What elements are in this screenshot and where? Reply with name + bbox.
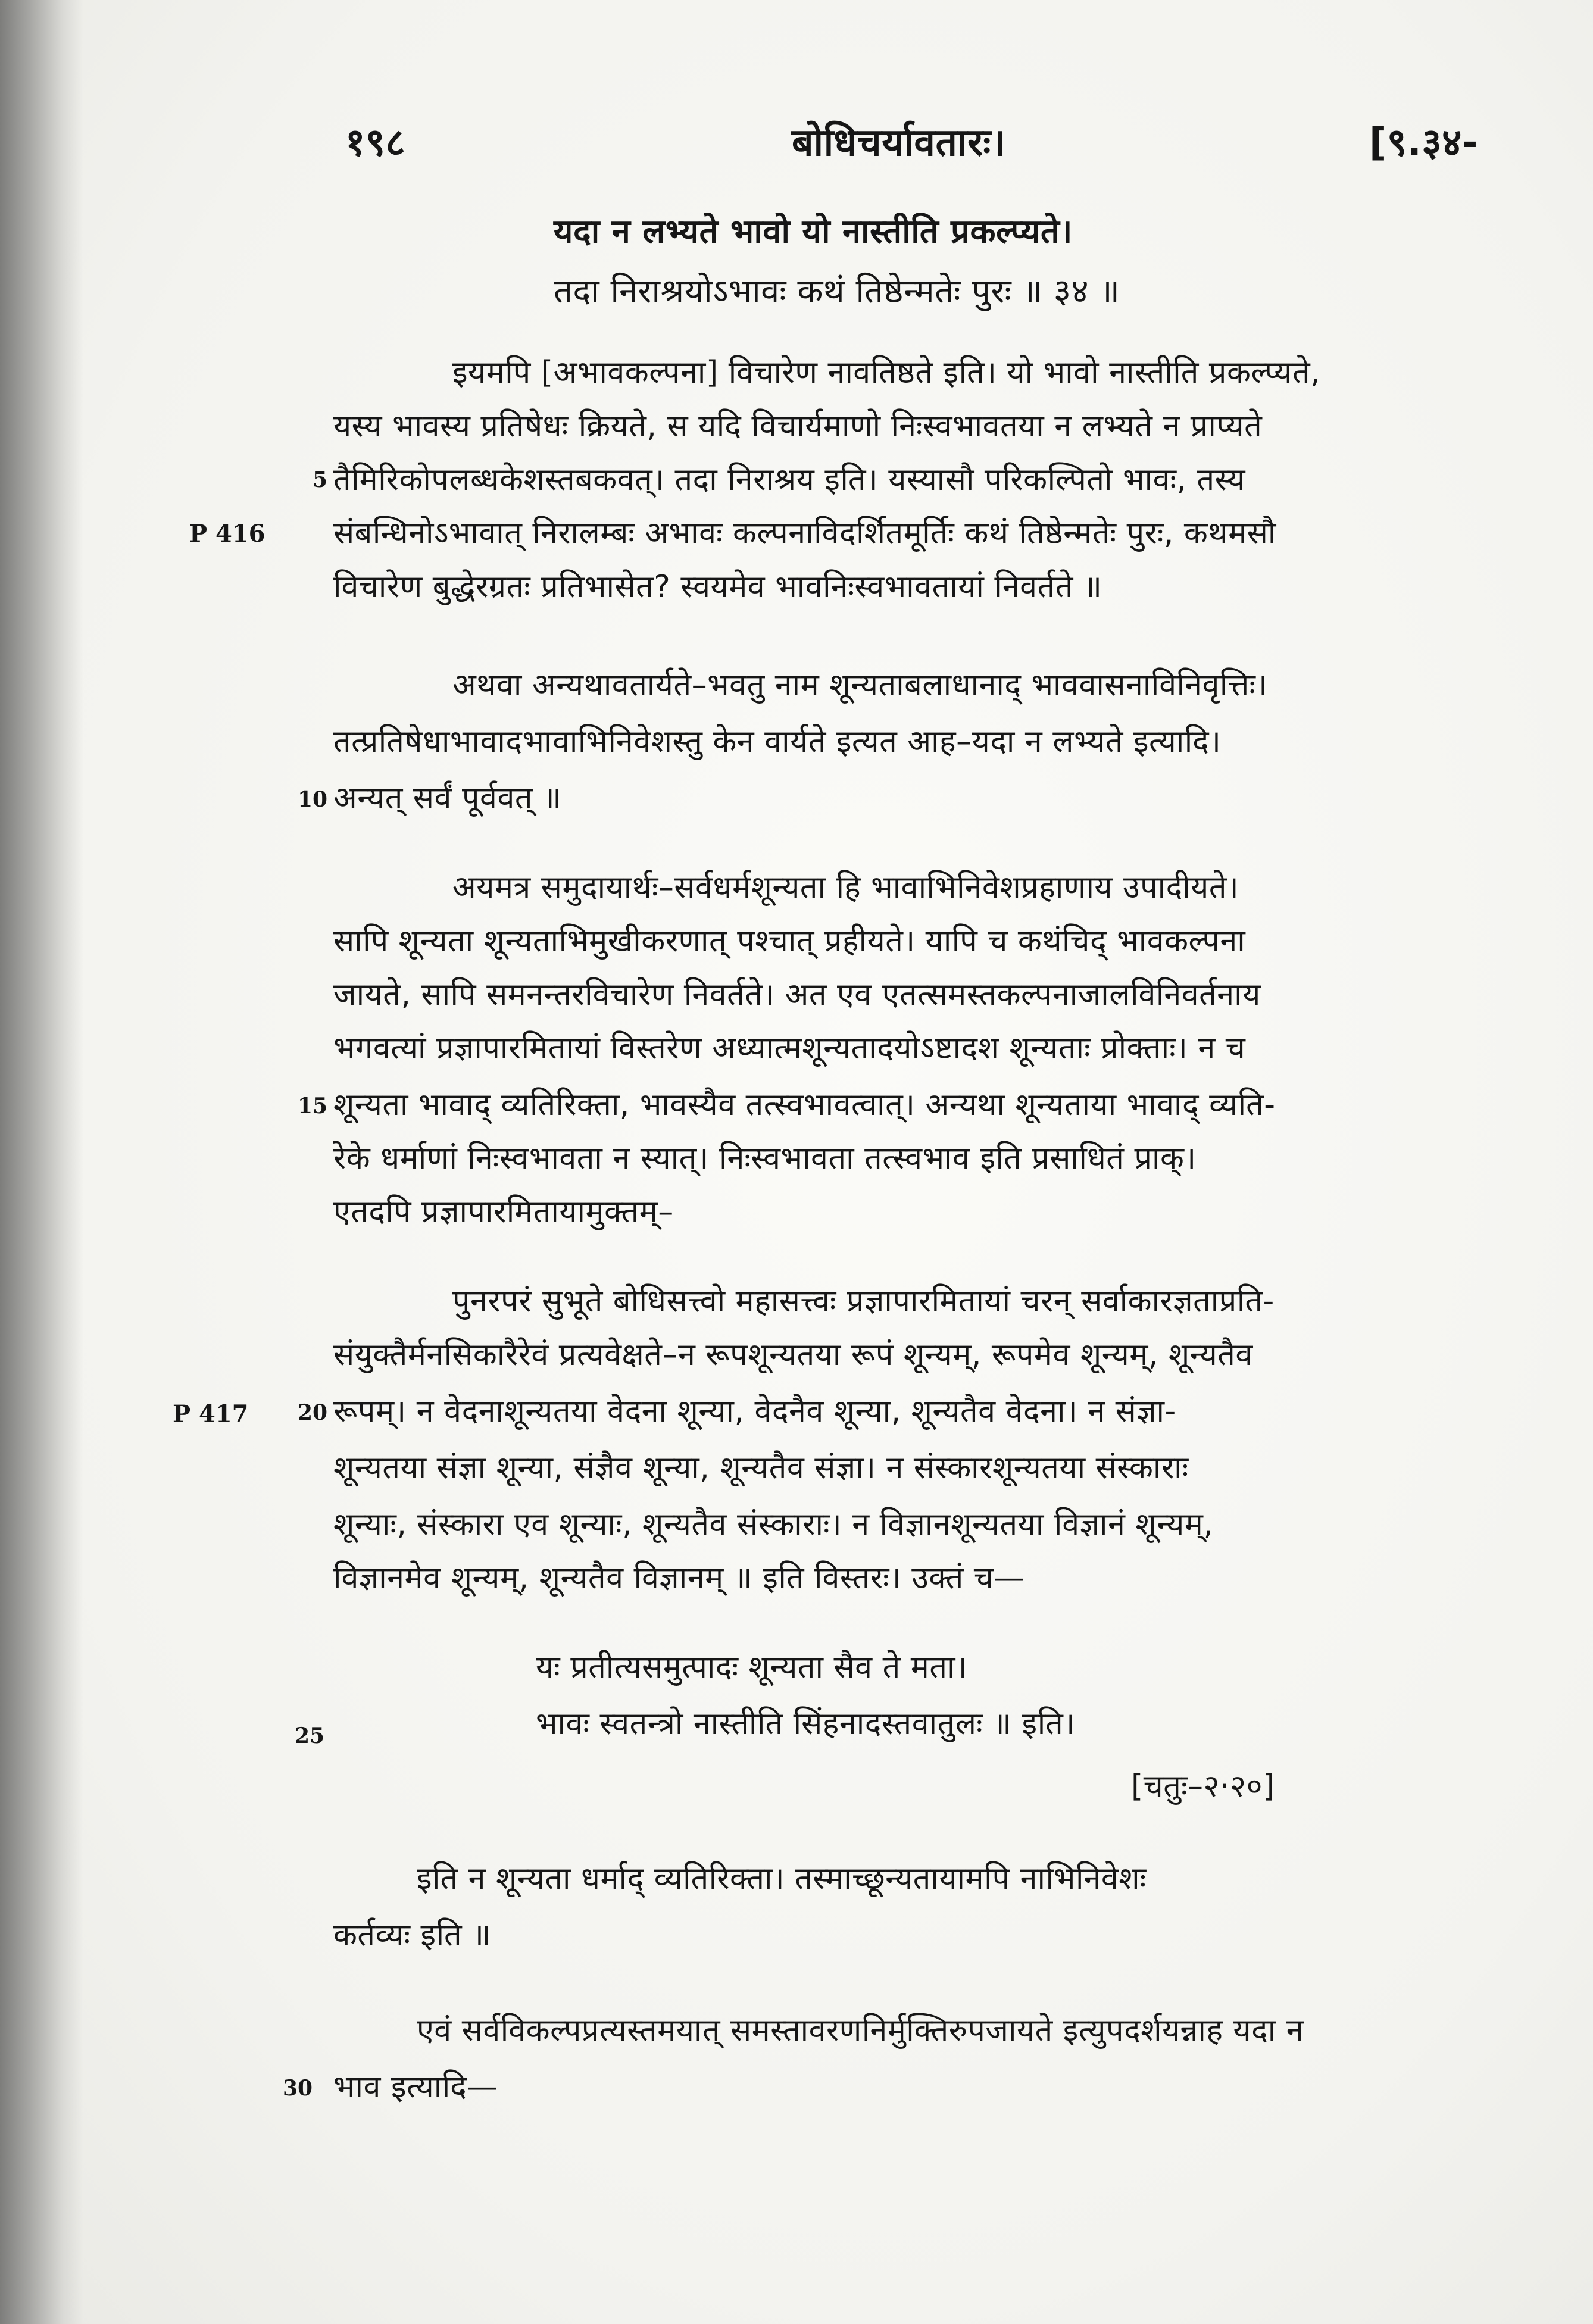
line-number-30: 30: [283, 2076, 313, 2101]
text-line: इयमपि [अभावकल्पना] विचारेण नावतिष्ठते इति। यो भावो नास्तीति प्रकल्प्यते,: [452, 355, 1321, 391]
text-line: एतदपि प्रज्ञापारमितायामुक्तम्–: [333, 1194, 674, 1230]
text-line: अन्यत् सर्वं पूर्ववत् ॥: [333, 780, 562, 816]
line-number-20: 20: [298, 1400, 328, 1425]
text-line: तैमिरिकोपलब्धकेशस्तबकवत्। तदा निराश्रय इति। यस्यासौ परिकल्पितो भावः, तस्य: [333, 462, 1246, 498]
text-line: अथवा अन्यथावतार्यते–भवतु नाम शून्यताबलाधानाद् भाववासनाविनिवृत्तिः।: [452, 667, 1268, 703]
line-number-10: 10: [298, 787, 328, 812]
text-line: अयमत्र समुदायार्थः–सर्वधर्मशून्यता हि भावाभिनिवेशप्रहाणाय उपादीयते।: [452, 870, 1239, 905]
text-line: शून्यतया संज्ञा शून्या, संज्ञैव शून्या, शून्यतैव संज्ञा। न संस्कारशून्यतया संस्काराः: [333, 1450, 1189, 1486]
text-line: तत्प्रतिषेधाभावादभावाभिनिवेशस्तु केन वार्यते इत्यत आह–यदा न लभ्यते इत्यादि।: [333, 724, 1222, 760]
quote-line-1: यः प्रतीत्यसमुत्पादः शून्यता सैव ते मता।: [536, 1650, 968, 1685]
edition-page-ref-417: P 417: [173, 1400, 249, 1428]
text-line: भाव इत्यादि—: [333, 2069, 498, 2105]
verse-line-1: यदा न लभ्यते भावो यो नास्तीति प्रकल्प्यते।: [554, 213, 1073, 251]
text-line: कर्तव्यः इति ॥: [333, 1917, 491, 1953]
text-line: भगवत्यां प्रज्ञापारमितायां विस्तरेण अध्यात्मशून्यतादयोऽष्टादश शून्यताः प्रोक्ताः। न च: [333, 1030, 1246, 1066]
running-title: बोधिचर्यावतारः।: [792, 121, 1006, 165]
text-line: यस्य भावस्य प्रतिषेधः क्रियते, स यदि विचार्यमाणो निःस्वभावतया न लभ्यते न प्राप्यते: [333, 408, 1263, 444]
text-line: संयुक्तैर्मनसिकारैरेवं प्रत्यवेक्षते–न रूपशून्यतया रूपं शून्यम्, रूपमेव शून्यम्, शून्यतैव: [333, 1337, 1253, 1373]
scan-shadow-edge: [0, 0, 83, 2324]
text-line: इति न शून्यता धर्माद् व्यतिरिक्ता। तस्माच्छून्यतायामपि नाभिनिवेशः: [417, 1861, 1147, 1897]
quote-reference: [चतुः–२·२०]: [1131, 1769, 1275, 1804]
section-reference: [९.३४-: [1369, 121, 1478, 165]
line-number-15: 15: [298, 1094, 328, 1119]
text-line: पुनरपरं सुभूते बोधिसत्त्वो महासत्त्वः प्रज्ञापारमितायां चरन् सर्वाकारज्ञताप्रति-: [452, 1283, 1275, 1319]
text-line: रेके धर्माणां निःस्वभावता न स्यात्। निःस्वभावता तत्स्वभाव इति प्रसाधितं प्राक्।: [333, 1141, 1197, 1176]
text-line: रूपम्। न वेदनाशून्यतया वेदना शून्या, वेदनैव शून्या, शून्यतैव वेदना। न संज्ञा-: [333, 1394, 1176, 1429]
text-line: जायते, सापि समनन्तरविचारेण निवर्तते। अत एव एतत्समस्तकल्पनाजालविनिवर्तनाय: [333, 977, 1261, 1013]
page-number: १९८: [345, 121, 406, 165]
verse-line-2: तदा निराश्रयोऽभावः कथं तिष्ठेन्मतेः पुरः ॥ ३४ ॥: [554, 272, 1120, 311]
text-line: विचारेण बुद्धेरग्रतः प्रतिभासेत? स्वयमेव भावनिःस्वभावतायां निवर्तते ॥: [333, 569, 1102, 605]
text-line: संबन्धिनोऽभावात् निरालम्बः अभावः कल्पनाविदर्शितमूर्तिः कथं तिष्ठेन्मतेः पुरः, कथमसौ: [333, 516, 1276, 551]
line-number-5: 5: [313, 467, 328, 492]
quote-line-2: भावः स्वतन्त्रो नास्तीति सिंहनादस्तवातुलः ॥ इति।: [536, 1706, 1076, 1742]
text-line: विज्ञानमेव शून्यम्, शून्यतैव विज्ञानम् ॥ इति विस्तरः। उक्तं च—: [333, 1560, 1025, 1596]
text-line: एवं सर्वविकल्पप्रत्यस्तमयात् समस्तावरणनिर्मुक्तिरुपजायते इत्युपदर्शयन्नाह यदा न: [417, 2013, 1304, 2048]
text-line: शून्याः, संस्कारा एव शून्याः, शून्यतैव संस्काराः। न विज्ञानशून्यतया विज्ञानं शून्यम्,: [333, 1507, 1214, 1542]
line-number-25: 25: [295, 1723, 325, 1748]
text-line: सापि शून्यता शून्यताभिमुखीकरणात् पश्चात् प्रहीयते। यापि च कथंचिद् भावकल्पना: [333, 923, 1246, 959]
text-line: शून्यता भावाद् व्यतिरिक्ता, भावस्यैव तत्स्वभावत्वात्। अन्यथा शून्यताया भावाद् व्यति-: [333, 1087, 1276, 1123]
edition-page-ref-416: P 416: [189, 520, 266, 548]
